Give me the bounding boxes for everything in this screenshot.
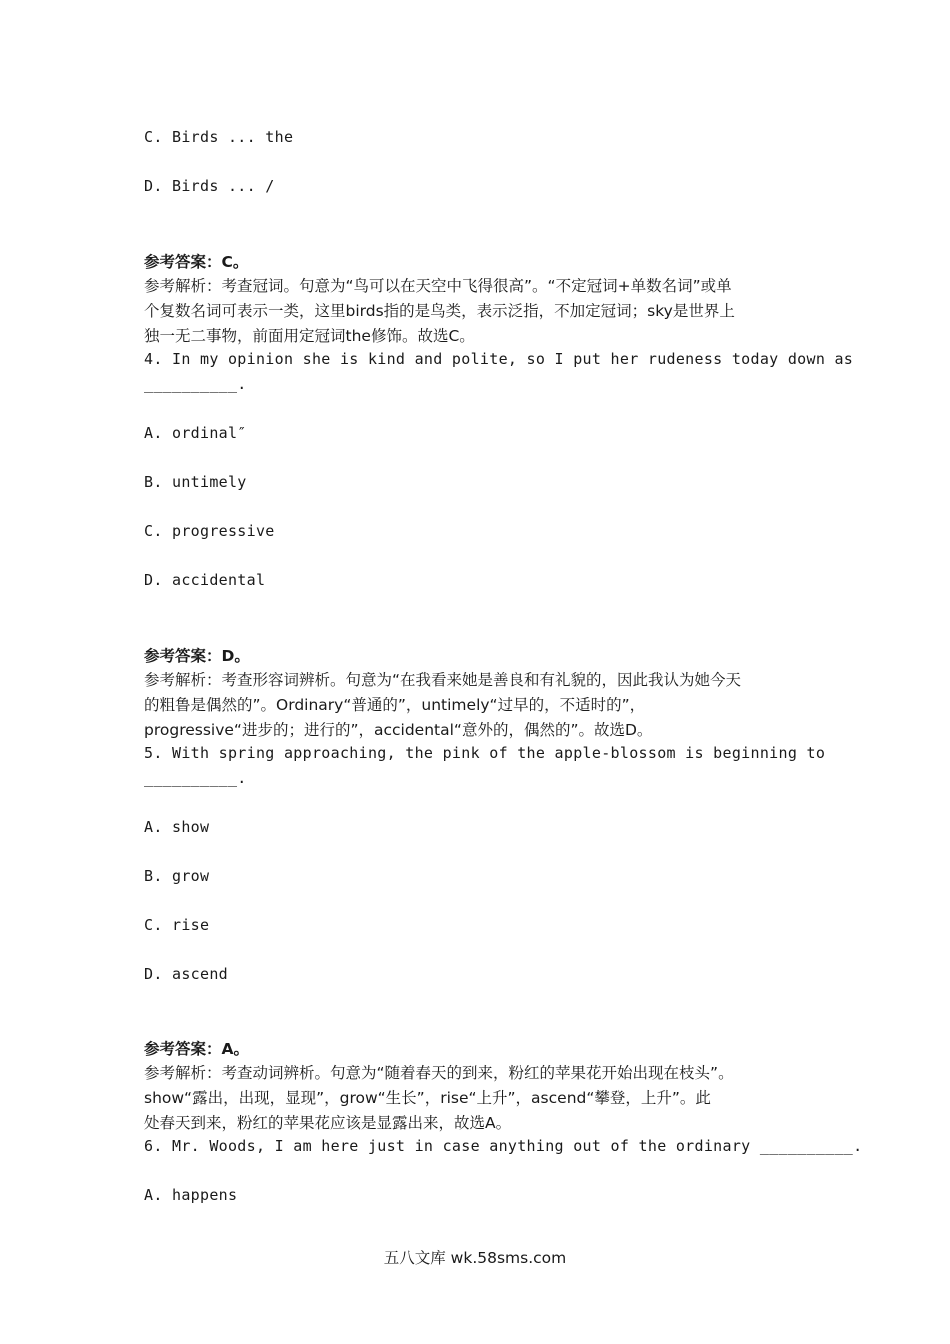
explanation-line: progressive“进步的；进行的”，accidental“意外的，偶然的”。故选D。 [144,721,653,739]
question-5: 5. With spring approaching, the pink of the apple-blossom is beginning to [144,744,826,762]
option-c: C. progressive [144,522,275,540]
explanation-line: 的粗鲁是偶然的”。Ordinary“普通的”，untimely“过早的，不适时的”， [144,696,646,714]
explanation-line: 参考解析：考查形容词辨析。句意为“在我看来她是善良和有礼貌的，因此我认为她今天 [144,671,742,689]
page-footer: 五八文库 wk.58sms.com [383,1249,567,1267]
question-4-blank: __________. [144,375,247,393]
question-5-blank: __________. [144,769,247,787]
explanation-line: 处春天到来，粉红的苹果花应该是显露出来，故选A。 [144,1114,512,1132]
explanation-line: 个复数名词可表示一类，这里birds指的是鸟类，表示泛指，不加定冠词；sky是世界上 [144,302,735,320]
option-a: A. happens [144,1186,238,1204]
answer-label: 参考答案：D。 [144,647,250,665]
question-4: 4. In my opinion she is kind and polite, so I put her rudeness today down as [144,350,854,368]
explanation-line: 参考解析：考查动词辨析。句意为“随着春天的到来，粉红的苹果花开始出现在枝头”。 [144,1064,734,1082]
question-6: 6. Mr. Woods, I am here just in case anything out of the ordinary __________. [144,1137,863,1155]
option-d: D. Birds ... / [144,177,275,195]
option-d: D. ascend [144,965,228,983]
explanation-line: 独一无二事物，前面用定冠词the修饰。故选C。 [144,327,475,345]
answer-label: 参考答案：C。 [144,253,249,271]
option-a: A. ordinal″ [144,424,247,442]
explanation-line: show“露出，出现，显现”，grow“生长”，rise“上升”，ascend“攀登，上升”。此 [144,1089,711,1107]
option-a: A. show [144,818,210,836]
option-d: D. accidental [144,571,266,589]
answer-label: 参考答案：A。 [144,1040,249,1058]
explanation-line: 参考解析：考查冠词。句意为“鸟可以在天空中飞得很高”。“不定冠词+单数名词”或单 [144,277,732,295]
option-c: C. rise [144,916,210,934]
option-b: B. untimely [144,473,247,491]
option-c: C. Birds ... the [144,128,294,146]
option-b: B. grow [144,867,210,885]
